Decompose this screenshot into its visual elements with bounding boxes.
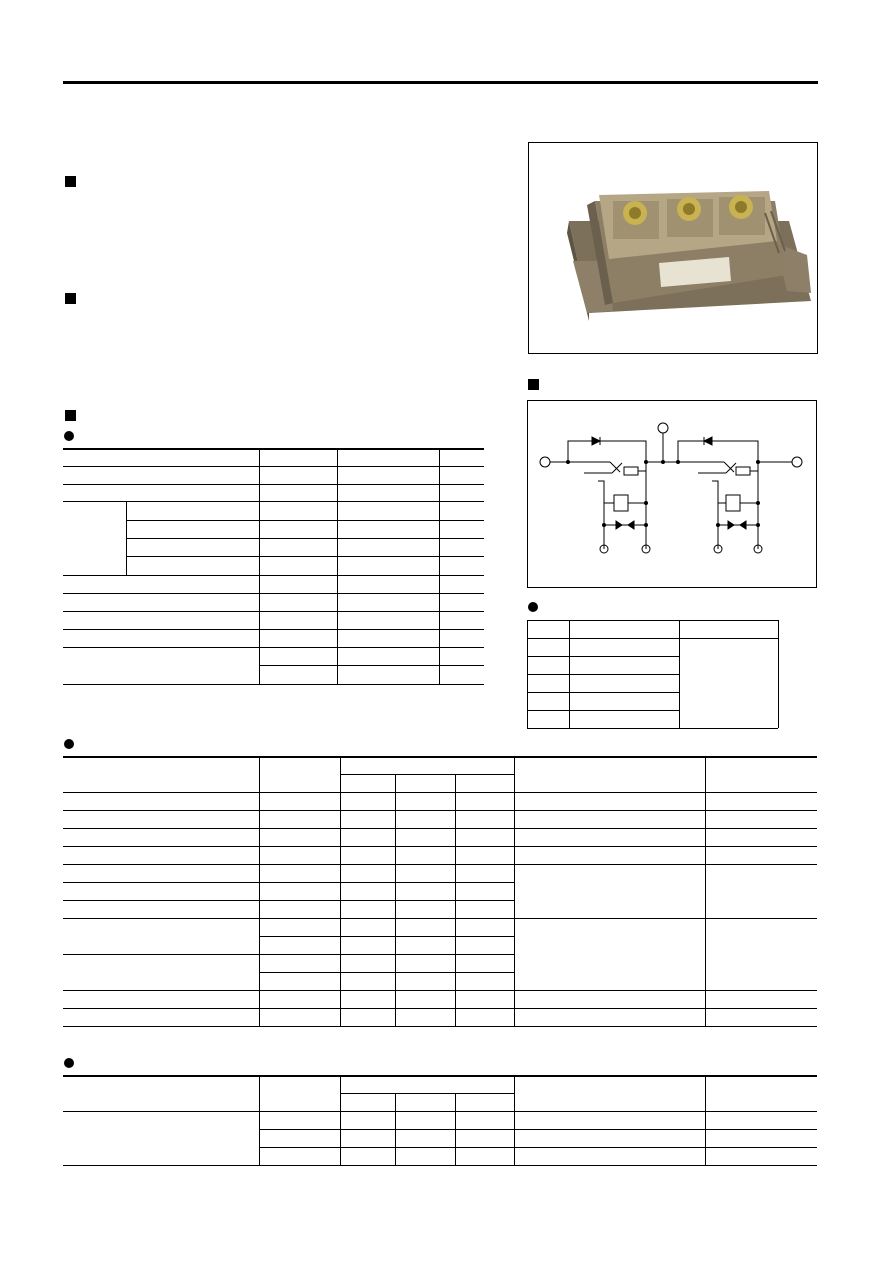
- table-rule: [514, 1075, 515, 1165]
- product-photo-image: [529, 143, 817, 353]
- table-rule: [63, 593, 484, 594]
- section-bullet-features-icon: [65, 176, 76, 187]
- table-rule: [126, 501, 127, 575]
- table-rule: [63, 684, 484, 685]
- table-rule: [395, 774, 396, 1026]
- table-rule: [569, 620, 570, 728]
- table-rule: [527, 656, 679, 657]
- table-rule: [455, 1093, 456, 1165]
- table-rule: [337, 448, 338, 684]
- table-rule: [63, 846, 817, 847]
- table-rule: [63, 1008, 817, 1009]
- table-rule: [395, 1093, 396, 1165]
- table-rule: [527, 620, 778, 621]
- subsection-bullet-ratings-icon: [64, 431, 74, 441]
- subsection-bullet-electrical-icon: [64, 739, 74, 749]
- table-rule: [455, 774, 456, 1026]
- table-rule: [63, 1111, 817, 1112]
- table-rule: [527, 674, 679, 675]
- table-rule: [527, 710, 679, 711]
- table-rule: [259, 1129, 817, 1130]
- table-rule: [527, 620, 528, 728]
- table-rule: [259, 665, 484, 666]
- product-photo-frame: [528, 142, 818, 354]
- table-rule: [514, 756, 515, 1026]
- table-rule: [126, 520, 484, 521]
- table-rule: [63, 882, 514, 883]
- table-rule: [63, 990, 817, 991]
- table-rule: [705, 756, 706, 1026]
- table-rule: [126, 556, 484, 557]
- table-rule: [63, 629, 484, 630]
- table-rule: [63, 918, 817, 919]
- table-rule: [340, 756, 341, 1026]
- table-rule: [126, 538, 484, 539]
- section-bullet-applications-icon: [65, 293, 76, 304]
- table-rule: [63, 756, 817, 758]
- table-rule: [63, 611, 484, 612]
- equivalent-circuit-diagram: [528, 401, 816, 587]
- table-rule: [527, 638, 778, 639]
- table-rule: [439, 448, 440, 684]
- table-rule: [259, 448, 260, 684]
- table-rule: [259, 1147, 817, 1148]
- table-rule: [63, 1075, 817, 1077]
- table-rule: [679, 620, 680, 728]
- table-rule: [63, 448, 484, 450]
- table-rule: [63, 954, 514, 955]
- table-rule: [63, 864, 817, 865]
- equivalent-circuit-frame: [527, 400, 817, 588]
- table-rule: [259, 756, 260, 1026]
- table-rule: [63, 466, 484, 467]
- table-rule: [527, 692, 679, 693]
- table-rule: [705, 1075, 706, 1165]
- table-rule: [259, 936, 514, 937]
- table-rule: [259, 972, 514, 973]
- section-bullet-ratings-icon: [65, 410, 76, 421]
- table-rule: [340, 1075, 341, 1165]
- table-rule: [63, 1165, 817, 1166]
- table-rule: [778, 620, 779, 728]
- header-rule: [63, 81, 818, 84]
- table-rule: [63, 484, 484, 485]
- table-rule: [63, 792, 817, 793]
- subsection-bullet-thermal-icon: [64, 1058, 74, 1068]
- table-rule: [63, 828, 817, 829]
- table-rule: [527, 728, 778, 729]
- table-rule: [63, 575, 484, 576]
- subsection-bullet-terminals-icon: [528, 602, 538, 612]
- table-rule: [63, 647, 484, 648]
- table-rule: [63, 900, 514, 901]
- table-rule: [340, 1093, 514, 1094]
- section-bullet-circuit-icon: [528, 379, 539, 390]
- table-rule: [340, 774, 514, 775]
- table-rule: [63, 1026, 817, 1027]
- table-rule: [63, 810, 817, 811]
- table-rule: [259, 1075, 260, 1165]
